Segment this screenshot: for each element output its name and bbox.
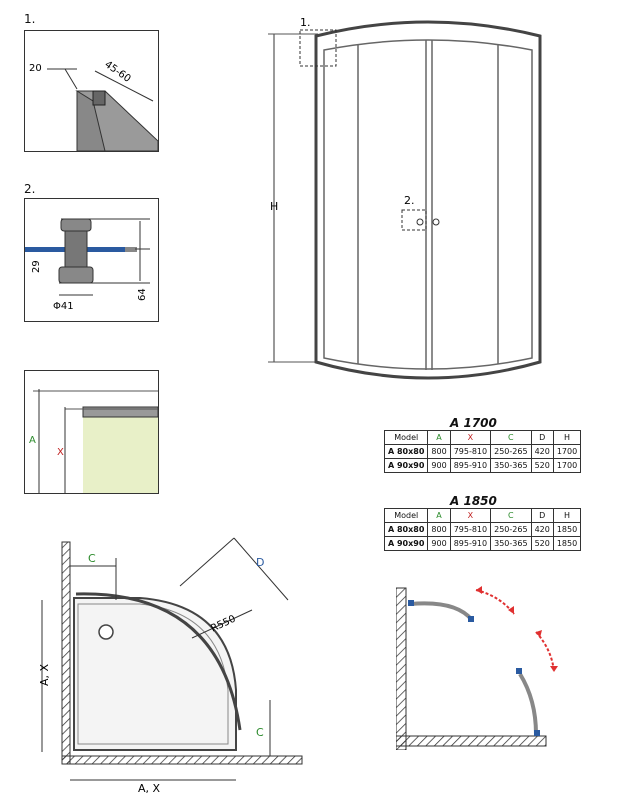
table-row: A 80x80 800 795-810 250-265 420 1850: [385, 523, 581, 537]
plan-label-ax-side: A, X: [38, 663, 51, 686]
table-1-header-d: D: [531, 431, 553, 445]
table-row: A 90x90 900 895-910 350-365 520 1850: [385, 537, 581, 551]
table-2-header-a: A: [428, 509, 450, 523]
plan-view-drawing: [20, 530, 320, 795]
table-1: [384, 430, 581, 473]
front-view-label-h: H: [270, 200, 279, 213]
table-2: [384, 508, 581, 551]
detail-2-dim-big: 64: [137, 288, 148, 301]
table-2-header-model: Model: [385, 509, 428, 523]
door-swing-drawing: [396, 580, 566, 750]
detail-2-dim-small: 29: [31, 260, 42, 273]
table-2-header-h: H: [553, 509, 580, 523]
front-view-marker-1: 1.: [300, 16, 311, 29]
table-1-header-c: C: [491, 431, 531, 445]
table-2-title: A 1850: [450, 494, 497, 508]
detail-3-label-x: X: [57, 447, 64, 458]
plan-label-d: D: [256, 556, 265, 569]
table-2-header-d: D: [531, 509, 553, 523]
front-view-marker-2: 2.: [404, 194, 415, 207]
table-1-header-model: Model: [385, 431, 428, 445]
table-2-header-c: C: [491, 509, 531, 523]
plan-label-ax-bottom: A, X: [138, 782, 161, 795]
table-row: A 90x90 900 895-910 350-365 520 1700: [385, 459, 581, 473]
table-1-header-x: X: [450, 431, 490, 445]
detail-3-drawing: [25, 371, 158, 493]
detail-1-drawing: [25, 31, 158, 151]
detail-2-dim-diameter: Φ41: [53, 301, 74, 312]
detail-3-box: [24, 370, 159, 494]
detail-2-box: [24, 198, 159, 322]
plan-label-c-side: C: [256, 726, 264, 739]
plan-label-radius: R550: [209, 613, 238, 635]
detail-2-drawing: [25, 199, 158, 321]
detail-1-marker: 1.: [24, 12, 36, 26]
table-2-header-x: X: [450, 509, 490, 523]
table-row: A 80x80 800 795-810 250-265 420 1700: [385, 445, 581, 459]
detail-1-dim-a: 20: [29, 63, 42, 74]
table-1-header-h: H: [553, 431, 580, 445]
table-1-title: A 1700: [450, 416, 497, 430]
detail-1-box: [24, 30, 159, 152]
plan-label-c-top: C: [88, 552, 96, 565]
detail-3-label-a: A: [29, 435, 36, 446]
detail-1-dim-b: 45-60: [102, 59, 133, 85]
front-view-drawing: [268, 14, 558, 390]
detail-2-marker: 2.: [24, 182, 36, 196]
table-1-header-a: A: [428, 431, 450, 445]
